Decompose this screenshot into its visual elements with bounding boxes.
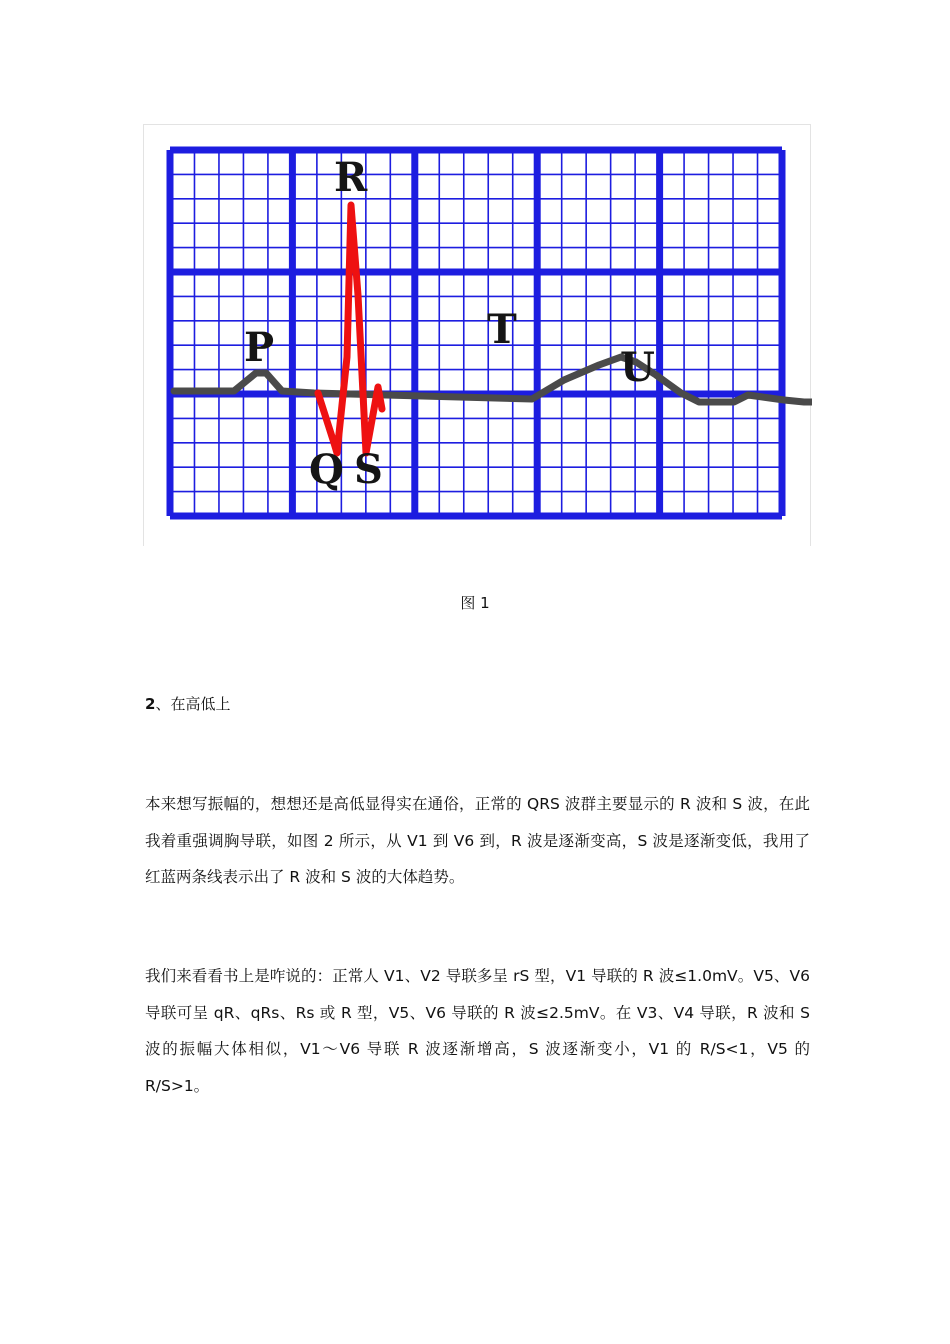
wave-label-p: P — [244, 324, 275, 371]
section-heading — [145, 693, 230, 714]
ecg-figure — [143, 124, 811, 546]
paragraph-1: 本来想写振幅的，想想还是高低显得实在通俗，正常的 QRS 波群主要显示的 R 波和 S 波，在此我着重强调胸导联，如图 2 所示，从 V1 到 V6 到，R 波是逐渐变高，S 波是逐渐变低，我用了红蓝两条线表示出了 R 波和 S 波的大体趋势。 — [145, 795, 810, 886]
paragraph-2: 我们来看看书上是咋说的：正常人 V1、V2 导联多呈 rS 型，V1 导联的 R 波≤1.0mV。V5、V6 导联可呈 qR、qRs、Rs 或 R 型，V5、V6 导联的 R 波≤2.5mV。在 V3、V4 导联，R 波和 S 波的振幅大体相似，V1～V6 导联 R 波逐渐增高，S 波逐渐变小，V1 的 R/S<1，V5 的 R/S>1。 — [145, 967, 810, 1095]
wave-label-u: U — [620, 344, 655, 391]
ecg-diagram — [144, 125, 812, 547]
figure-caption: 图 1 — [460, 594, 490, 612]
wave-label-s: S — [354, 446, 383, 493]
wave-label-q: Q — [309, 446, 344, 493]
wave-label-t: T — [487, 306, 517, 353]
section-title: 、在高低上 — [155, 695, 231, 713]
wave-label-r: R — [334, 154, 368, 201]
section-number: 2 — [145, 695, 156, 713]
